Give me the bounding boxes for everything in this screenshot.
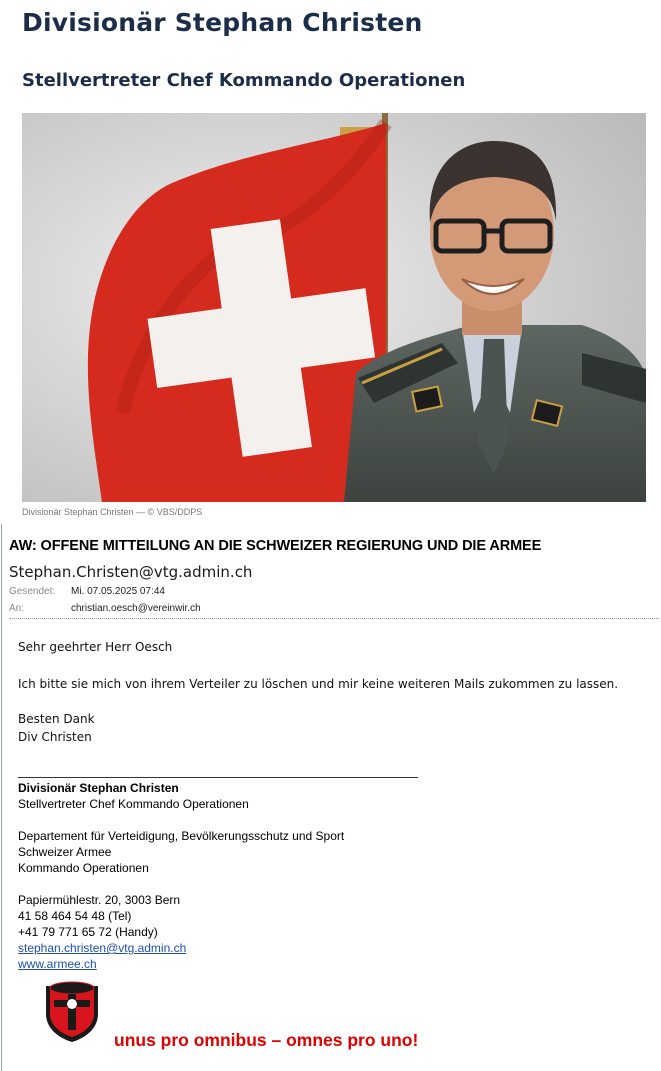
signature-phone: 41 58 464 54 48 (Tel) (18, 909, 132, 923)
email-sender[interactable]: Stephan.Christen@vtg.admin.ch (9, 563, 253, 581)
signature-email-row (18, 941, 186, 956)
page-subtitle: Stellvertreter Chef Kommando Operationen (22, 70, 466, 91)
signature-command: Kommando Operationen (18, 861, 149, 875)
to-label: An: (9, 603, 25, 614)
signature-department: Departement für Verteidigung, Bevölkerungsschutz und Sport (18, 829, 345, 843)
email-message: Ich bitte sie mich von ihrem Verteiler zu löschen und mir keine weiteren Mails zukommen zu lassen. (18, 677, 619, 691)
to-value[interactable]: christian.oesch@vereinwir.ch (71, 603, 201, 614)
email-closing: Div Christen (18, 730, 92, 744)
collar-insignia-left (412, 387, 442, 412)
signature-rule (18, 777, 418, 778)
signature-motto: unus pro omnibus – omnes pro uno! (114, 1030, 419, 1050)
header-separator (9, 618, 659, 619)
portrait-photo (22, 113, 646, 502)
signature-email-link[interactable]: stephan.christen@vtg.admin.ch (18, 941, 187, 955)
sent-label: Gesendet: (9, 586, 56, 597)
sent-value: Mi. 07.05.2025 07:44 (71, 586, 165, 597)
signature-mobile: +41 79 771 65 72 (Handy) (18, 925, 158, 939)
signature-web-link[interactable]: www.armee.ch (18, 957, 97, 971)
email-subject: AW: OFFENE MITTEILUNG AN DIE SCHWEIZER REGIERUNG UND DIE ARMEE (9, 538, 542, 554)
sent-row (9, 586, 165, 597)
to-row (9, 603, 201, 614)
signature-name: Divisionär Stephan Christen (18, 781, 179, 795)
email-greeting: Sehr geehrter Herr Oesch (18, 640, 173, 654)
unit-badge-logo (40, 978, 104, 1044)
photo-caption: Divisionär Stephan Christen — © VBS/DDPS (22, 507, 203, 517)
signature-address: Papiermühlestr. 20, 3003 Bern (18, 893, 181, 907)
signature-army: Schweizer Armee (18, 845, 112, 859)
mail-frame-border (1, 524, 2, 1071)
page-title: Divisionär Stephan Christen (22, 8, 423, 37)
signature-role: Stellvertreter Chef Kommando Operationen (18, 797, 249, 811)
email-thanks: Besten Dank (18, 712, 95, 726)
signature-web-row (18, 957, 97, 972)
